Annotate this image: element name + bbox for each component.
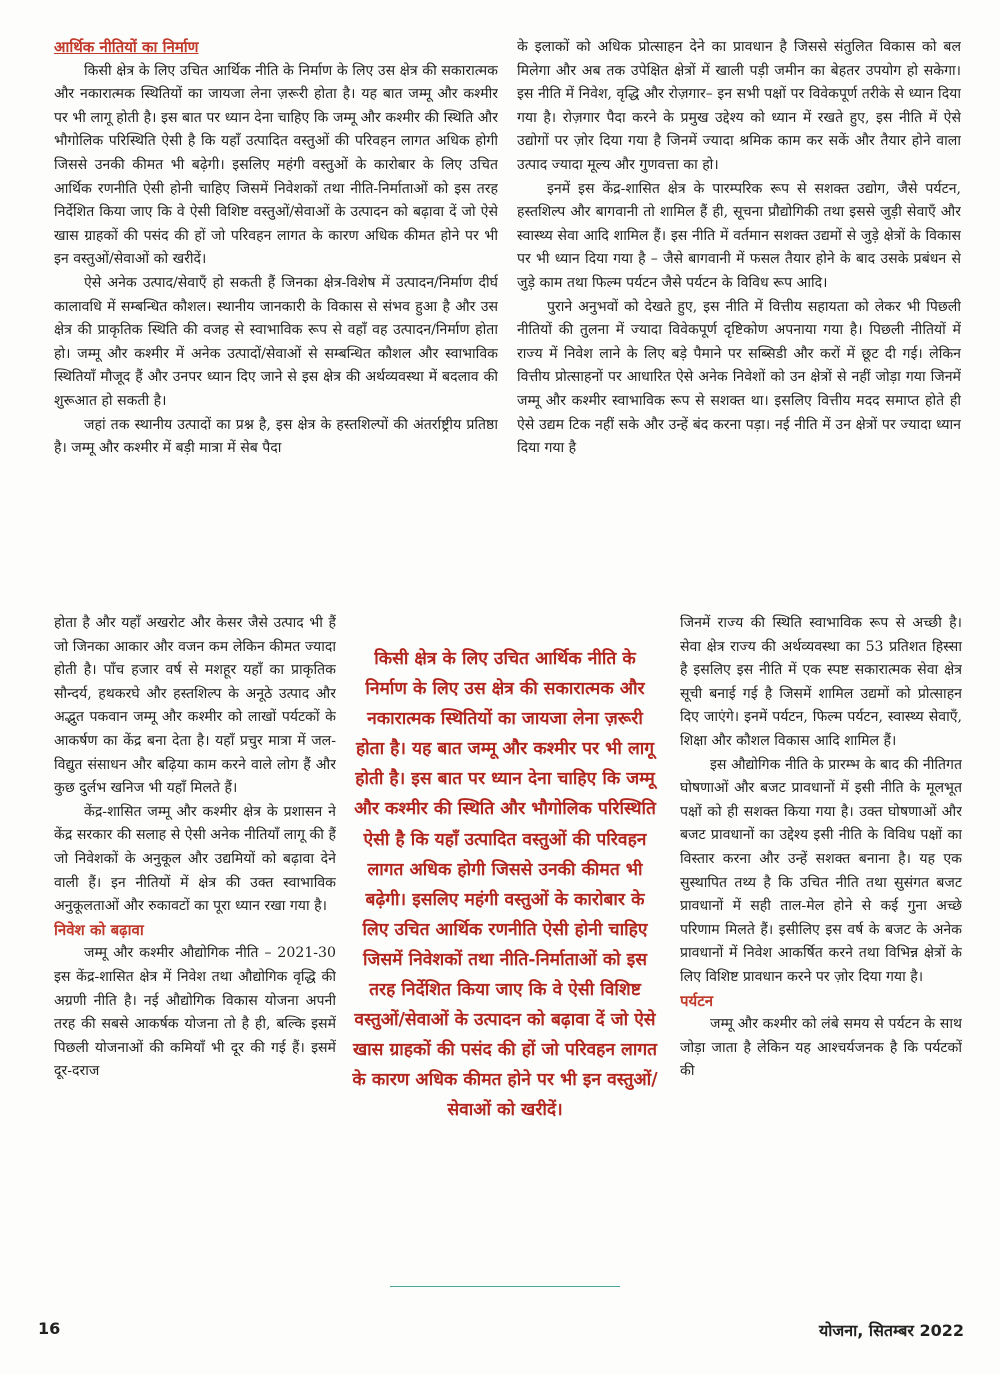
paragraph: पुराने अनुभवों को देखते हुए, इस नीति में वित्तीय सहायता को लेकर भी पिछली नीतियों की तुलना में ज्यादा विवेकपूर्ण दृष्टिकोण अपनाया गया है। पिछली नीतियों में राज्य में निवेश लाने के लिए बड़े पैमाने पर सब्सिडी और करों में छूट दी गई। लेकिन वित्तीय प्रोत्साहनों पर आधारित ऐसे अनेक निवेशों को उन क्षेत्रों से नहीं जोड़ा गया जिनमें जम्मू और कश्मीर स्वाभाविक रूप से सशक्त था। इसलिए वित्तीय मदद समाप्त होते ही ऐसे उद्यम टिक नहीं सके और उन्हें बंद करना पड़ा। नई नीति में उन क्षेत्रों पर ज्यादा ध्यान दिया गया है bbox=[517, 298, 961, 457]
right-column-top bbox=[517, 36, 961, 614]
paragraph: किसी क्षेत्र के लिए उचित आर्थिक नीति के निर्माण के लिए उस क्षेत्र की सकारात्मक और नकारात्मक स्थितियों का जायजा लेना ज़रूरी होता है। यह बात जम्मू और कश्मीर पर भी लागू होती है। इस बात पर ध्यान देना चाहिए कि जम्मू और कश्मीर की स्थिति और भौगोलिक परिस्थिति ऐसी है कि यहाँ उत्पादित वस्तुओं की परिवहन लागत अधिक होगी जिससे उनकी कीमत भी बढ़ेगी। इसलिए महंगी वस्तुओं के कारोबार के लिए उचित आर्थिक रणनीति ऐसी होनी चाहिए जिसमें निवेशकों तथा नीति-निर्माताओं को इस तरह निर्देशित किया जाए कि वे ऐसी विशिष्ट वस्तुओं/सेवाओं के उत्पादन को बढ़ावा दें जो ऐसे खास ग्राहकों की पसंद की हों जो परिवहन लागत के कारण अधिक कीमत होने पर भी इन वस्तुओं/सेवाओं को खरीदें। bbox=[54, 62, 498, 268]
paragraph: जम्मू और कश्मीर को लंबे समय से पर्यटन के साथ जोड़ा जाता है लेकिन यह आश्चर्यजनक है कि पर्यटकों की bbox=[680, 1016, 962, 1080]
paragraph: इनमें इस केंद्र-शासित क्षेत्र के पारम्परिक रूप से सशक्त उद्योग, जैसे पर्यटन, हस्तशिल्प और बागवानी तो शामिल हैं ही, सूचना प्रौद्योगिकी तथा इससे जुड़ी सेवाएँ और स्वास्थ्य सेवा आदि शामिल हैं। इस नीति में वर्तमान सशक्त उद्यमों से जुड़े क्षेत्रों के विकास पर भी ध्यान दिया गया है – जैसे बागवानी में फसल तैयार होने के बाद उसके प्रबंधन से जुड़े काम तथा फिल्म पर्यटन जैसे पर्यटन के विविध रूप आदि। bbox=[517, 180, 961, 291]
paragraph: केंद्र-शासित जम्मू और कश्मीर क्षेत्र के प्रशासन ने केंद्र सरकार की सलाह से ऐसी अनेक नीतियाँ लागू की हैं जो निवेशकों के अनुकूल और उद्यमियों को बढ़ावा देने वाली हैं। इन नीतियों में क्षेत्र की उक्त स्वाभाविक अनुकूलताओं और रुकावटों का पूरा ध्यान रखा गया है। bbox=[54, 803, 336, 915]
section-heading-economic-policy: आर्थिक नीतियों का निर्माण bbox=[54, 38, 199, 56]
section-heading-investment: निवेश को बढ़ावा bbox=[54, 920, 144, 939]
pull-quote-text: किसी क्षेत्र के लिए उचित आर्थिक नीति के निर्माण के लिए उस क्षेत्र की सकारात्मक और नकारात्मक स्थितियों का जायजा लेना ज़रूरी होता है। यह बात जम्मू और कश्मीर पर भी लागू होती है। इस बात पर ध्यान देना चाहिए कि जम्मू और कश्मीर की स्थिति और भौगोलिक परिस्थिति ऐसी है कि यहाँ उत्पादित वस्तुओं की परिवहन लागत अधिक होगी जिससे उनकी कीमत भी बढ़ेगी। इसलिए महंगी वस्तुओं के कारोबार के लिए उचित आर्थिक रणनीति ऐसी होनी चाहिए जिसमें निवेशकों तथा नीति-निर्माताओं को इस तरह निर्देशित किया जाए कि वे ऐसी विशिष्ट वस्तुओं/सेवाओं के उत्पादन को बढ़ावा दें जो ऐसे खास ग्राहकों की पसंद की हों जो परिवहन लागत के कारण अधिक कीमत होने पर भी इन वस्तुओं/सेवाओं को खरीदें। bbox=[352, 649, 658, 1121]
left-column-top bbox=[54, 36, 498, 614]
paragraph: जम्मू और कश्मीर औद्योगिक नीति – 2021-30 इस केंद्र-शासित क्षेत्र में निवेश तथा औद्योगिक वृद्धि की अग्रणी नीति है। नई औद्योगिक विकास योजना अपनी तरह की सबसे आकर्षक योजना तो है ही, बल्कि इसमें पिछली योजनाओं की कमियाँ भी दूर की गई हैं। इसमें दूर-दराज bbox=[54, 945, 336, 1080]
pull-quote bbox=[352, 632, 658, 1297]
section-heading-tourism: पर्यटन bbox=[680, 991, 714, 1010]
pull-quote-divider bbox=[390, 1286, 620, 1287]
page-number: 16 bbox=[38, 1319, 61, 1338]
magazine-issue-label: योजना, सितम्बर 2022 bbox=[818, 1321, 964, 1340]
right-column-narrow bbox=[680, 612, 962, 1292]
left-column-narrow bbox=[54, 612, 336, 1292]
paragraph: इस औद्योगिक नीति के प्रारम्भ के बाद की नीतिगत घोषणाओं और बजट प्रावधानों में इसी नीति के मूलभूत पक्षों को ही सशक्त किया गया है। उक्त घोषणाओं और बजट प्रावधानों का उद्देश्य इसी नीति के विविध पक्षों का विस्तार करना और उन्हें सशक्त बनाना है। यह एक सुस्थापित तथ्य है कि उचित नीति तथा सुसंगत बजट प्रावधानों में सही ताल-मेल होने से कई गुना अच्छे परिणाम मिलते हैं। इसीलिए इस वर्ष के बजट के अनेक प्रावधानों में निवेश आकर्षित करने तथा विभिन्न क्षेत्रों के लिए विशिष्ट प्रावधान करने पर ज़ोर दिया गया है। bbox=[680, 756, 962, 985]
paragraph-continued: होता है और यहाँ अखरोट और केसर जैसे उत्पाद भी हैं जो जिनका आकार और वजन कम लेकिन कीमत ज्यादा होती है। पाँच हजार वर्ष से मशहूर यहाँ का प्राकृतिक सौन्दर्य, हथकरघे और हस्तशिल्प के अनूठे उत्पाद और अद्भुत पकवान जम्मू और कश्मीर को लाखों पर्यटकों के आकर्षण का केंद्र बना देता है। यहाँ प्रचुर मात्रा में जल-विद्युत संसाधन और बढ़िया काम करने वाले लोग हैं और कुछ दुर्लभ खनिज भी यहाँ मिलते हैं। bbox=[54, 615, 336, 797]
paragraph: जहां तक स्थानीय उत्पादों का प्रश्न है, इस क्षेत्र के हस्तशिल्पों की अंतर्राष्ट्रीय प्रतिष्ठा है। जम्मू और कश्मीर में बड़ी मात्रा में सेब पैदा bbox=[54, 416, 498, 457]
paragraph-continued: के इलाकों को अधिक प्रोत्साहन देने का प्रावधान है जिससे संतुलित विकास को बल मिलेगा और अब तक उपेक्षित क्षेत्रों में खाली पड़ी जमीन का बेहतर उपयोग हो सकेगा। इस नीति में निवेश, वृद्धि और रोज़गार– इन सभी पक्षों पर विवेकपूर्ण तरीके से ध्यान दिया गया है। रोज़गार पैदा करने के प्रमुख उद्देश्य को ध्यान में रखते हुए, इस नीति में ऐसे उद्योगों पर ज़ोर दिया गया है जिनमें ज्यादा श्रमिक काम कर सकें और तैयार होने वाला उत्पाद ज्यादा मूल्य और गुणवत्ता का हो। bbox=[517, 39, 961, 173]
paragraph: ऐसे अनेक उत्पाद/सेवाएँ हो सकती हैं जिनका क्षेत्र-विशेष में उत्पादन/निर्माण दीर्घ कालावधि में सम्बन्धित कौशल। स्थानीय जानकारी के विकास से संभव हुआ है और उस क्षेत्र की प्राकृतिक स्थिति की वजह से स्वाभाविक रूप से वहाँ वह उत्पादन/निर्माण होता हो। जम्मू और कश्मीर में अनेक उत्पादों/सेवाओं से सम्बन्धित कौशल और स्वाभाविक स्थितियाँ मौजूद हैं और उनपर ध्यान दिए जाने से इस क्षेत्र की अर्थव्यवस्था में बदलाव की शुरूआत हो सकती है। bbox=[54, 274, 498, 409]
paragraph-continued: जिनमें राज्य की स्थिति स्वाभाविक रूप से अच्छी है। सेवा क्षेत्र राज्य की अर्थव्यवस्था का 53 प्रतिशत हिस्सा है इसलिए इस नीति में एक स्पष्ट सकारात्मक सेवा क्षेत्र सूची बनाई गई है जिसमें शामिल उद्यमों को प्रोत्साहन दिए जाएंगे। इनमें पर्यटन, फिल्म पर्यटन, स्वास्थ्य सेवाएँ, शिक्षा और कौशल विकास आदि शामिल हैं। bbox=[680, 615, 962, 749]
